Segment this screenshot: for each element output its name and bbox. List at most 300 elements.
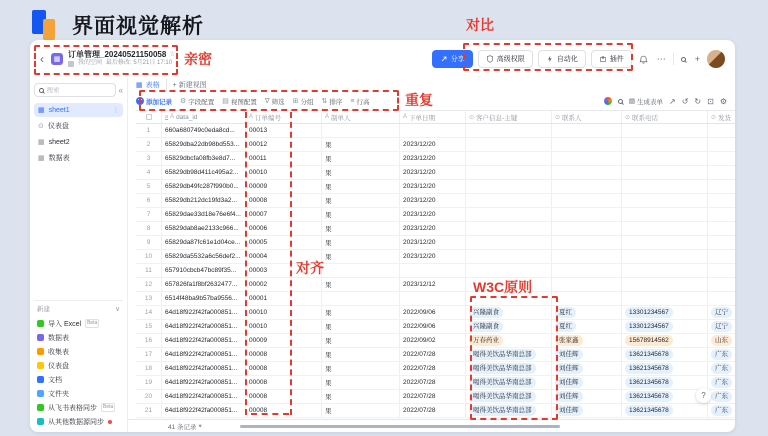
cell-data-id [162, 390, 246, 403]
table-row[interactable] [136, 250, 735, 264]
cell-province [708, 124, 735, 137]
cell-customer [466, 250, 552, 263]
column-label: 制单人 [331, 114, 351, 122]
cell-order-date-value: 2022/07/28 [403, 351, 436, 358]
widget-icon[interactable]: ⊡ [707, 96, 714, 106]
cell-contact-tag[interactable]: 夏红 [555, 307, 576, 318]
more-icon[interactable]: ⋮ [113, 107, 119, 114]
create-item-icon [37, 418, 44, 425]
cell-customer-tag[interactable]: 兴隆副食 [469, 321, 503, 332]
row-number: 4 [136, 166, 162, 179]
cell-order-no [246, 348, 322, 361]
cell-order-date-value: 2023/12/20 [403, 155, 436, 162]
cell-contact-tag[interactable]: 刘佳辉 [555, 391, 583, 402]
table-row[interactable] [136, 180, 735, 194]
column-label: 联系电话 [632, 114, 659, 122]
column-label: 联系人 [562, 114, 582, 122]
cell-province [708, 292, 735, 305]
cell-contact [552, 250, 622, 263]
table-row[interactable] [136, 390, 735, 404]
table-row[interactable] [136, 334, 735, 348]
create-item-label: 文件夹 [48, 390, 69, 398]
group-icon: ⊞ [292, 98, 299, 105]
redo-icon[interactable]: ↻ [694, 96, 702, 106]
checkbox[interactable] [146, 114, 152, 120]
cell-order-no-value: 00006 [249, 225, 268, 232]
last-modified: 最后修改: 5月21日 17:10 [106, 60, 173, 67]
cell-phone-tag[interactable]: 13621345678 [625, 363, 673, 374]
create-item-label: 数据表 [48, 334, 69, 342]
form-icon: ▤ [628, 98, 636, 105]
row-number: 6 [136, 194, 162, 207]
cell-customer-tag[interactable]: 喝得美饮品华南总部 [469, 349, 536, 360]
toolbar-label: 字段配置 [188, 98, 215, 106]
undo-icon[interactable]: ↺ [681, 96, 689, 106]
create-item[interactable] [34, 359, 123, 372]
cell-phone [622, 348, 708, 361]
cell-customer-tag[interactable]: 喝得美饮品华南总部 [469, 377, 536, 388]
cell-maker-value: 果 [325, 324, 332, 331]
cell-order-date-value: 2023/12/20 [403, 253, 436, 260]
header-checkbox-cell[interactable] [136, 111, 162, 123]
settings-icon[interactable]: ⚙ [719, 96, 727, 106]
cell-phone-tag[interactable]: 13621345678 [625, 377, 673, 388]
cell-order-date [400, 278, 466, 291]
sidebar-search[interactable] [34, 83, 116, 97]
grid-icon: ▦ [136, 82, 143, 89]
cell-customer [466, 222, 552, 235]
cell-phone-tag[interactable]: 13301234567 [625, 307, 673, 318]
toolbar-filter[interactable] [265, 97, 285, 106]
cell-contact-tag[interactable]: 刘佳辉 [555, 405, 583, 416]
cell-data-id-value: 65829dba22db98bd553... [165, 141, 240, 148]
cell-customer [466, 208, 552, 221]
create-item-icon [37, 404, 44, 411]
create-item[interactable] [34, 373, 123, 386]
cell-order-no-value: 00004 [249, 253, 268, 260]
cell-phone-tag[interactable]: 13621345678 [625, 349, 673, 360]
cell-order-date [400, 152, 466, 165]
share-button[interactable]: 分享 [432, 50, 473, 68]
annotation-label-contrast: 对比 [466, 17, 494, 33]
avatar[interactable] [707, 50, 725, 68]
space-icon [68, 61, 74, 67]
cell-maker [322, 334, 400, 347]
column-header-下单日期[interactable] [400, 111, 466, 123]
search-icon[interactable] [618, 99, 623, 104]
table-row[interactable] [136, 166, 735, 180]
cell-contact-tag[interactable]: 刘佳辉 [555, 363, 583, 374]
cell-maker-value: 果 [325, 142, 332, 149]
table-row[interactable] [136, 306, 735, 320]
cell-phone [622, 404, 708, 417]
cell-contact-tag[interactable]: 刘佳辉 [555, 377, 583, 388]
cell-data-id-value: 65829db212dc19fd3a2... [165, 197, 237, 204]
cell-contact [552, 320, 622, 333]
cell-maker [322, 292, 400, 305]
cell-order-no [246, 236, 322, 249]
cell-phone [622, 292, 708, 305]
toolbar-field-config[interactable] [180, 97, 214, 106]
cell-order-date-value: 2023/12/12 [403, 281, 436, 288]
bell-icon[interactable] [637, 55, 650, 64]
collapse-sidebar-icon[interactable]: « [118, 85, 123, 95]
table-row[interactable] [136, 278, 735, 292]
cell-maker [322, 278, 400, 291]
cell-contact-tag[interactable]: 刘佳辉 [555, 349, 583, 360]
cell-contact [552, 124, 622, 137]
plus-icon[interactable]: + [694, 54, 700, 64]
cell-order-no-value: 00009 [249, 337, 268, 344]
sidebar-view-数据表[interactable] [34, 151, 123, 165]
cell-order-no-value: 00001 [249, 295, 268, 302]
cell-maker [322, 306, 400, 319]
row-number: 8 [136, 222, 162, 235]
cell-order-date [400, 236, 466, 249]
create-item[interactable] [34, 387, 123, 400]
record-count[interactable]: 41 条记录 [168, 423, 197, 431]
new-view-button[interactable]: + 新建视图 [172, 82, 207, 89]
annotation-label-w3c: W3C原则 [473, 279, 533, 295]
create-item[interactable] [34, 401, 123, 414]
table-row[interactable] [136, 404, 735, 418]
cell-maker [322, 264, 400, 277]
create-item-icon [37, 334, 44, 341]
cell-province-tag[interactable]: 广东 [711, 363, 732, 374]
cell-order-no [246, 180, 322, 193]
cell-province [708, 306, 735, 319]
cell-contact [552, 390, 622, 403]
tab-grid-view[interactable]: ▦ 表格 [136, 82, 160, 89]
table-footer [128, 419, 735, 432]
cell-data-id [162, 306, 246, 319]
cell-data-id-value: 660a680749c0eda8cd... [165, 127, 235, 134]
generate-form-button[interactable]: ▤ 生成表单 [628, 98, 664, 106]
cell-province-tag[interactable]: 辽宁 [711, 321, 732, 332]
cell-maker-value: 果 [325, 380, 332, 387]
cell-phone [622, 208, 708, 221]
cell-order-date [400, 292, 466, 305]
help-button[interactable]: ? [696, 388, 711, 403]
toolbar-sort[interactable] [321, 97, 342, 106]
doc-icon: ▦ [51, 53, 63, 65]
cell-phone-tag[interactable]: 13621345678 [625, 391, 673, 402]
back-icon[interactable]: ‹ [40, 52, 44, 66]
cell-order-no [246, 250, 322, 263]
cell-data-id-value: 657910cbcb47bc89f35... [165, 267, 237, 274]
table-row[interactable] [136, 292, 735, 306]
cell-order-no-value: 00008 [249, 365, 268, 372]
cell-order-no-value: 00009 [249, 183, 268, 190]
toolbar-add-record[interactable] [136, 97, 172, 106]
row-number: 16 [136, 334, 162, 347]
table-row[interactable] [136, 222, 735, 236]
create-item[interactable] [34, 331, 123, 344]
cell-customer [466, 194, 552, 207]
cell-phone [622, 320, 708, 333]
cell-order-date [400, 194, 466, 207]
create-item-label: 文档 [48, 376, 62, 384]
row-number: 14 [136, 306, 162, 319]
more-icon[interactable]: ⋯ [656, 53, 666, 64]
cell-order-date-value: 2023/12/20 [403, 211, 436, 218]
cell-data-id-value: 64d18f922f42fa000851... [165, 365, 238, 372]
column-header-联系人[interactable] [552, 111, 622, 123]
cell-province [708, 404, 735, 417]
annotation-label-alignment: 对齐 [296, 260, 324, 276]
chevron-down-icon: ∨ [115, 305, 120, 313]
cell-province-tag[interactable]: 广东 [711, 377, 732, 388]
filter-icon: ∇ [264, 98, 270, 105]
cell-customer [466, 334, 552, 347]
cell-order-date-value: 2023/12/20 [403, 239, 436, 246]
column-header-发货[interactable] [708, 111, 735, 123]
toolbar-group[interactable] [293, 97, 314, 106]
cell-province [708, 348, 735, 361]
view-label: sheet1 [48, 106, 70, 114]
cell-order-no [246, 362, 322, 375]
cell-maker-value: 果 [325, 282, 332, 289]
cell-maker-value: 果 [325, 198, 332, 205]
create-item[interactable] [34, 345, 123, 358]
cell-order-no-value: 00007 [249, 211, 268, 218]
cell-contact [552, 180, 622, 193]
cell-phone [622, 222, 708, 235]
cell-province-tag[interactable]: 广东 [711, 405, 732, 416]
space-label[interactable]: 我的空间 [78, 60, 103, 67]
cell-order-no-value: 00005 [249, 239, 268, 246]
cell-order-date-value: 2022/09/02 [403, 337, 436, 344]
cell-order-no-value: 00010 [249, 323, 268, 330]
column-header-客户信息-主键[interactable] [466, 111, 552, 123]
row-number: 21 [136, 404, 162, 417]
cell-order-date [400, 348, 466, 361]
cell-order-date [400, 180, 466, 193]
search-icon [39, 88, 44, 93]
cell-order-no [246, 334, 322, 347]
cell-contact [552, 138, 622, 151]
ai-icon[interactable] [604, 97, 612, 105]
cell-maker [322, 194, 400, 207]
row-number: 18 [136, 362, 162, 375]
cell-order-no-value: 00008 [249, 393, 268, 400]
text-field-icon: A [249, 114, 254, 120]
cell-data-id [162, 208, 246, 221]
cell-maker [322, 222, 400, 235]
toolbar-label: 排序 [329, 98, 343, 106]
table-row[interactable] [136, 236, 735, 250]
row-number: 5 [136, 180, 162, 193]
cell-maker [322, 180, 400, 193]
cell-contact-tag[interactable]: 夏红 [555, 321, 576, 332]
horizontal-scrollbar[interactable] [240, 425, 560, 428]
cell-customer [466, 320, 552, 333]
create-item-label: 从飞书表格同步 [48, 404, 97, 412]
cell-data-id [162, 180, 246, 193]
create-section-header[interactable]: 新建 ∨ [34, 300, 123, 317]
column-label: data_id [176, 113, 198, 121]
toolbar-view-config[interactable] [222, 97, 257, 106]
cell-province-tag[interactable]: 辽宁 [711, 307, 732, 318]
cell-maker-value: 果 [325, 184, 332, 191]
data-table [136, 110, 735, 419]
sidebar [30, 78, 128, 432]
cell-order-date [400, 138, 466, 151]
cell-order-no [246, 208, 322, 221]
cell-maker-value: 果 [325, 254, 332, 261]
toolbar-label: 行高 [356, 98, 370, 106]
cell-maker [322, 404, 400, 417]
column-header-data_id[interactable] [162, 111, 246, 123]
new-dot [108, 420, 112, 424]
cell-data-id-value: 65829dab8ae2133c966... [165, 225, 239, 232]
cell-maker-value: 果 [325, 338, 332, 345]
row-number: 15 [136, 320, 162, 333]
column-label: 下单日期 [409, 114, 436, 122]
sidebar-view-sheet1[interactable] [34, 103, 123, 117]
cell-order-date [400, 264, 466, 277]
cell-order-no [246, 278, 322, 291]
beta-badge: Beta [87, 320, 98, 327]
table-row[interactable] [136, 264, 735, 278]
divider [166, 79, 167, 91]
cell-data-id-value: 64d18f922f42fa000851... [165, 351, 238, 358]
cell-customer [466, 404, 552, 417]
cell-data-id-value: 64d18f922f42fa000851... [165, 309, 238, 316]
cell-order-date-value: 2023/12/20 [403, 225, 436, 232]
cell-customer [466, 264, 552, 277]
field-config-icon: ⚙ [180, 98, 187, 105]
cell-order-no [246, 306, 322, 319]
share-icon [440, 55, 448, 63]
cell-maker [322, 362, 400, 375]
cell-data-id [162, 124, 246, 137]
cell-customer-tag[interactable]: 喝得美饮品华南总部 [469, 391, 536, 402]
cell-phone-tag[interactable]: 15678914562 [625, 335, 673, 346]
create-item[interactable] [34, 317, 123, 330]
cell-data-id-value: 64d18f922f42fa000851... [165, 407, 238, 414]
cell-data-id [162, 334, 246, 347]
cell-customer [466, 180, 552, 193]
cell-phone [622, 180, 708, 193]
cell-phone [622, 264, 708, 277]
cell-customer-tag[interactable]: 喝得美饮品华南总部 [469, 405, 536, 416]
primary-key-icon: a [165, 114, 169, 120]
text-field-icon: A [403, 114, 408, 120]
cell-order-no [246, 166, 322, 179]
cell-customer [466, 236, 552, 249]
column-header-制单人[interactable] [322, 111, 400, 123]
create-item-icon [37, 376, 44, 383]
lookup-field-icon: ⊙ [555, 114, 561, 121]
table-row[interactable] [136, 348, 735, 362]
cell-province [708, 362, 735, 375]
table-row[interactable] [136, 194, 735, 208]
create-item-icon [37, 348, 44, 355]
cell-customer [466, 348, 552, 361]
table-row[interactable] [136, 320, 735, 334]
cell-phone [622, 250, 708, 263]
cell-customer [466, 390, 552, 403]
cell-customer-tag[interactable]: 万春药业 [469, 335, 503, 346]
table-row[interactable] [136, 362, 735, 376]
cell-order-date-value: 2022/09/06 [403, 309, 436, 316]
cell-customer [466, 152, 552, 165]
toolbar-row-height[interactable] [350, 97, 369, 106]
advanced-permission-button[interactable]: 高级权限 [478, 50, 533, 68]
cell-phone-tag[interactable]: 13621345678 [625, 405, 673, 416]
cell-order-date [400, 166, 466, 179]
sidebar-view-sheet2[interactable] [34, 135, 123, 149]
cell-data-id [162, 222, 246, 235]
cell-phone-tag[interactable]: 13301234567 [625, 321, 673, 332]
table-row[interactable] [136, 208, 735, 222]
puzzle-icon [599, 55, 607, 63]
cell-customer-tag[interactable]: 喝得美饮品华南总部 [469, 363, 536, 374]
sidebar-view-仪表盘[interactable] [34, 119, 123, 133]
cell-order-no-value: 00010 [249, 169, 268, 176]
column-header-订单编号[interactable] [246, 111, 322, 123]
cell-maker [322, 124, 400, 137]
share-icon[interactable]: ↗ [669, 96, 676, 106]
table-row[interactable] [136, 152, 735, 166]
table-row[interactable] [136, 376, 735, 390]
cell-order-date-value: 2023/12/20 [403, 169, 436, 176]
cell-order-no [246, 194, 322, 207]
cell-province-tag[interactable]: 广东 [711, 391, 732, 402]
cell-province-tag[interactable]: 广东 [711, 349, 732, 360]
plugin-button[interactable]: 插件 [591, 50, 632, 68]
grid-view-icon: ▦ [38, 107, 45, 114]
cell-customer [466, 278, 552, 291]
cell-contact-tag[interactable]: 张家鑫 [555, 335, 583, 346]
search-input[interactable] [47, 87, 111, 94]
table-row[interactable] [136, 124, 735, 138]
cell-province-tag[interactable]: 山东 [711, 335, 732, 346]
shield-icon [486, 55, 494, 63]
cell-data-id-value: 65829dae33d18e76e6f4... [165, 211, 241, 218]
cell-province [708, 194, 735, 207]
app-header [30, 40, 735, 78]
cell-maker-value: 果 [325, 240, 332, 247]
cell-contact [552, 166, 622, 179]
cell-contact [552, 404, 622, 417]
cell-data-id-value: 64d18f922f42fa000851... [165, 323, 238, 330]
cell-data-id [162, 404, 246, 417]
cell-phone [622, 362, 708, 375]
cell-customer-tag[interactable]: 兴隆副食 [469, 307, 503, 318]
cell-maker [322, 236, 400, 249]
star-icon[interactable]: ☆ [169, 50, 176, 58]
lookup-field-icon: ⊙ [469, 114, 475, 121]
row-number: 7 [136, 208, 162, 221]
search-icon[interactable] [679, 57, 688, 62]
cell-maker-value: 果 [325, 408, 332, 415]
create-item[interactable] [34, 415, 123, 428]
table-row[interactable] [136, 138, 735, 152]
create-item-label: 仪表盘 [48, 362, 69, 370]
logo-orange-bar [43, 19, 55, 40]
chevron-down-icon: ▾ [198, 423, 202, 430]
cell-data-id [162, 152, 246, 165]
automation-button[interactable]: 自动化 [538, 50, 586, 68]
create-item-label: 导入 Excel [48, 320, 82, 328]
cell-data-id [162, 236, 246, 249]
column-header-联系电话[interactable] [622, 111, 708, 123]
cell-contact [552, 334, 622, 347]
cell-contact [552, 222, 622, 235]
cell-contact [552, 362, 622, 375]
